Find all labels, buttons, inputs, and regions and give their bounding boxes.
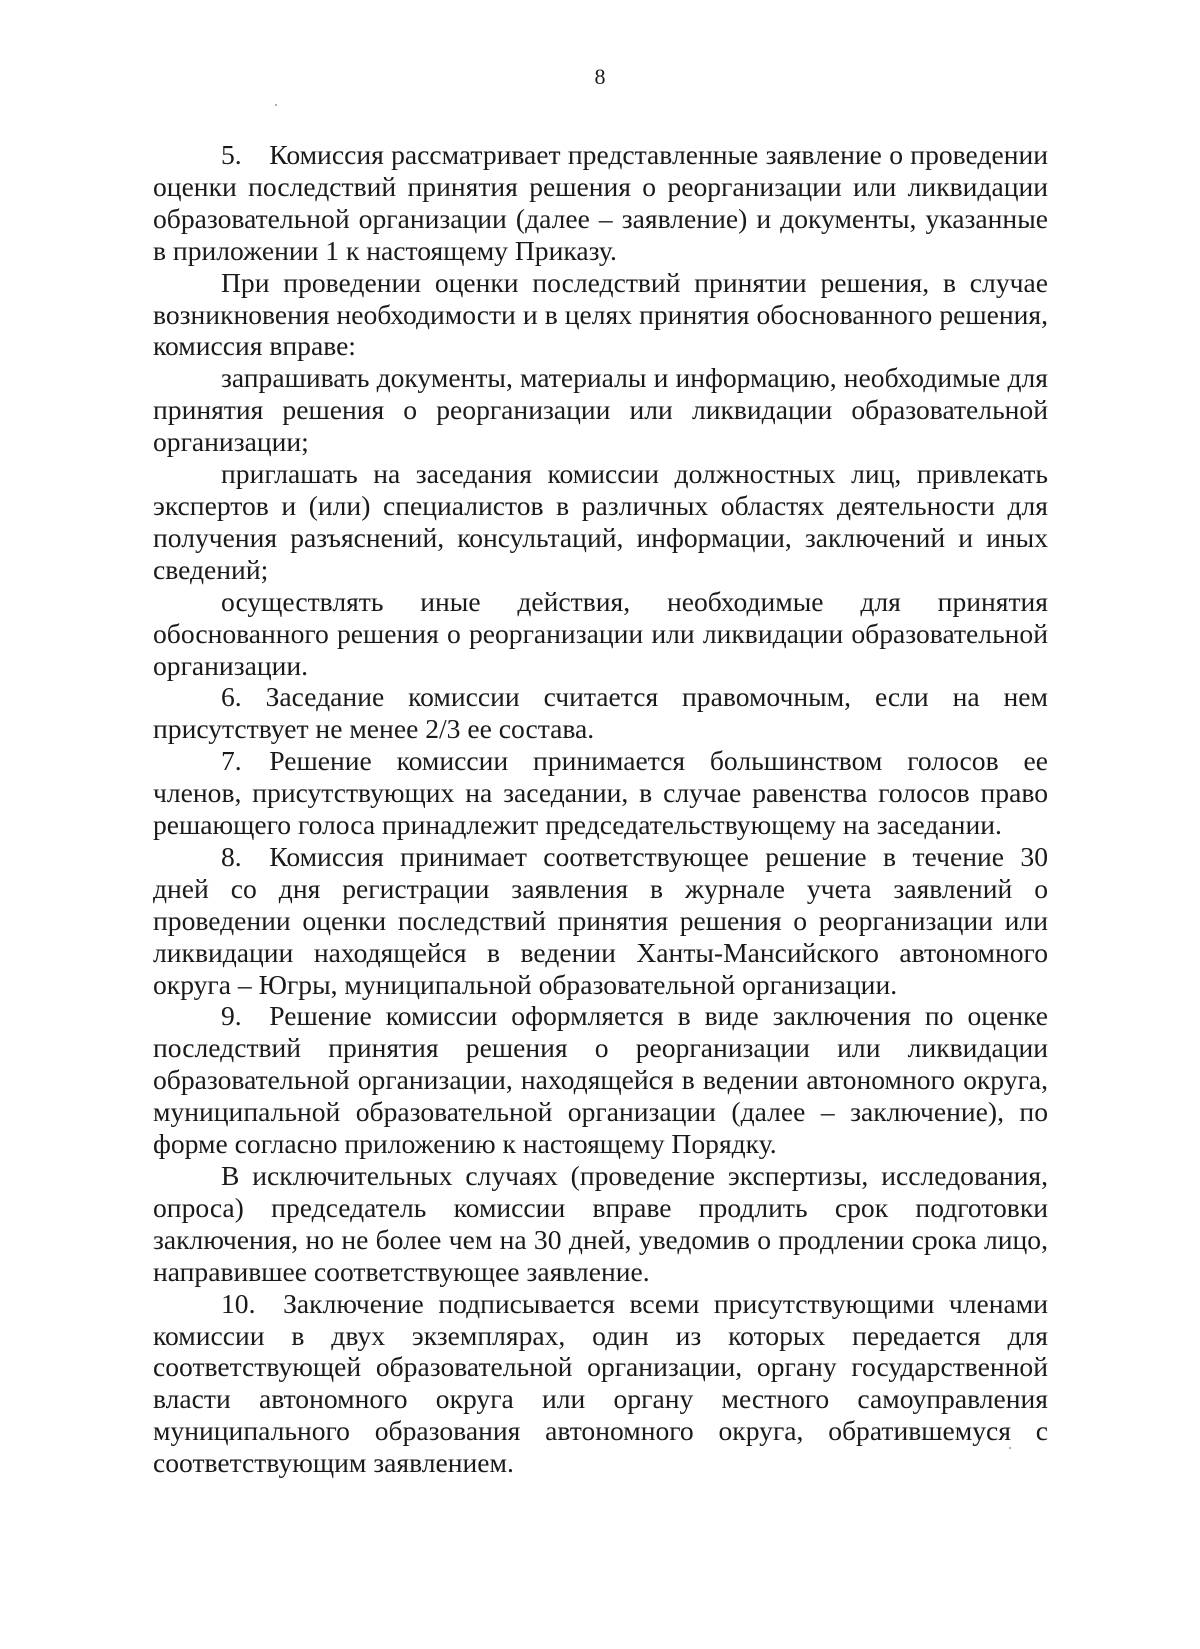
paragraph-10-signing: 10. Заключение подписывается всеми присутствующими членами комиссии в двух экземплярах, один из которых передается для соответствующей образовательной организации, органу государственной власти автономного округа или органу местного самоуправления муниципального образования автономного округа, обратившемуся с соответствующим заявлением.: [153, 1287, 1048, 1479]
paragraph-6-quorum: 6. Заседание комиссии считается правомочным, если на нем присутствует не менее 2/3 ее состава.: [153, 681, 1048, 745]
paragraph-5-commission-review: 5. Комиссия рассматривает представленные заявление о проведении оценки последствий принятия решения о реорганизации или ликвидации образовательной организации (далее – заявление) и документы, указанные в приложении 1 к настоящему Приказу.: [153, 139, 1048, 266]
paragraph-7-majority-vote: 7. Решение комиссии принимается большинством голосов ее членов, присутствующих на заседании, в случае равенства голосов право решающего голоса принадлежит председательствующему на заседании.: [153, 745, 1048, 841]
paragraph-term-extension: В исключительных случаях (проведение экспертизы, исследования, опроса) председатель комиссии вправе продлить срок подготовки заключения, но не более чем на 30 дней, уведомив о продлении срока лицо, направившее соответствующее заявление.: [153, 1160, 1048, 1287]
paragraph-9-conclusion-form: 9. Решение комиссии оформляется в виде заключения по оценке последствий принятия решения о реорганизации или ликвидации образовательной организации, находящейся в ведении автономного округа, муниципальной образовательной организации (далее – заключение), по форме согласно приложению к настоящему Порядку.: [153, 1000, 1048, 1160]
paragraph-other-actions: осуществлять иные действия, необходимые для принятия обоснованного решения о реорганизации или ликвидации образовательной организации.: [153, 585, 1048, 681]
paragraph-8-decision-term: 8. Комиссия принимает соответствующее решение в течение 30 дней со дня регистрации заявления в журнале учета заявлений о проведении оценки последствий принятия решения о реорганизации или ликвидации находящейся в ведении Ханты-Мансийского автономного округа – Югры, муниципальной образовательной организации.: [153, 840, 1048, 1000]
page-number: 8: [594, 64, 606, 89]
scan-speck: [275, 104, 277, 106]
document-body: [153, 139, 1048, 1479]
paragraph-assessment-intro: При проведении оценки последствий принятии решения, в случае возникновения необходимости и в целях принятия обоснованного решения, комиссия вправе:: [153, 266, 1048, 362]
paragraph-invite-officials: приглашать на заседания комиссии должностных лиц, привлекать экспертов и (или) специалистов в различных областях деятельности для получения разъяснений, консультаций, информации, заключений и иных сведений;: [153, 458, 1048, 585]
paragraph-request-documents: запрашивать документы, материалы и информацию, необходимые для принятия решения о реорганизации или ликвидации образовательной организации;: [153, 362, 1048, 458]
